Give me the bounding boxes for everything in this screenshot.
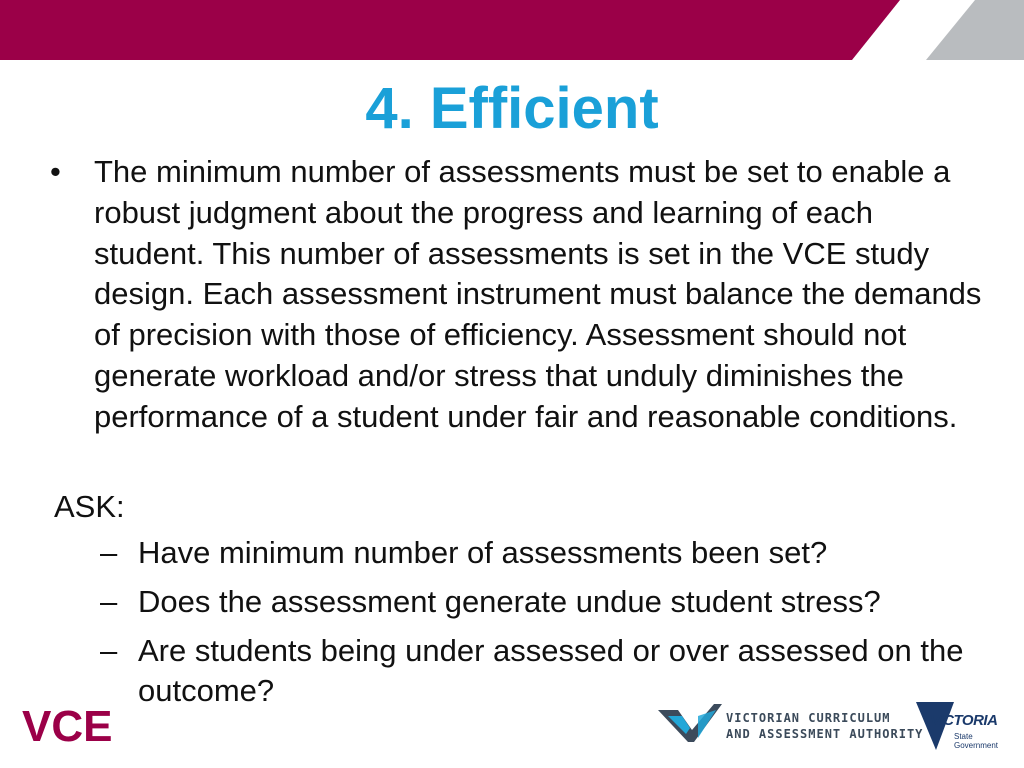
victoria-sub-line-1: State bbox=[954, 732, 973, 741]
question-dash: – bbox=[100, 584, 118, 619]
bullet-text: The minimum number of assessments must be set to enable a robust judgment about the progress and learning of each student. This number of assessments is set in the VCE study design. Each assessment instrument must balance the demands of precision with those of efficiency. Assessment should not generate workload and/or stress that unduly diminishes the performance of a student under fair and reasonable conditions. bbox=[94, 154, 982, 434]
banner-grey-stripe bbox=[926, 0, 1024, 60]
slide-title: 4. Efficient bbox=[365, 76, 659, 141]
banner-magenta-band bbox=[0, 0, 850, 60]
vcaa-logo bbox=[658, 700, 924, 750]
question-list bbox=[100, 533, 1000, 720]
vce-logo: VCE bbox=[22, 702, 113, 751]
question-text: Are students being under assessed or over assessed on the outcome? bbox=[138, 633, 964, 708]
victoria-wordmark: VICTORIA bbox=[930, 712, 998, 729]
question-item bbox=[100, 582, 1000, 622]
bullet-marker: • bbox=[50, 154, 61, 189]
question-dash: – bbox=[100, 633, 118, 668]
top-banner bbox=[0, 0, 1024, 60]
victoria-subtitle bbox=[954, 732, 998, 750]
vcaa-wordmark bbox=[726, 710, 923, 742]
bullet-row bbox=[50, 152, 990, 438]
victoria-sub-line-2: Government bbox=[954, 741, 999, 750]
victoria-logo bbox=[916, 700, 1006, 754]
question-dash: – bbox=[100, 535, 118, 570]
question-text: Does the assessment generate undue student stress? bbox=[138, 584, 881, 619]
question-item bbox=[100, 631, 1000, 711]
main-bullet bbox=[50, 152, 990, 438]
question-text: Have minimum number of assessments been set? bbox=[138, 535, 828, 570]
ask-label: ASK: bbox=[54, 489, 125, 524]
vcaa-line-1: VICTORIAN CURRICULUM bbox=[726, 711, 891, 725]
vcaa-line-2: AND ASSESSMENT AUTHORITY bbox=[726, 727, 924, 741]
vcaa-chevron-icon bbox=[658, 704, 722, 746]
question-item bbox=[100, 533, 1000, 573]
banner-magenta-angle bbox=[850, 0, 900, 60]
